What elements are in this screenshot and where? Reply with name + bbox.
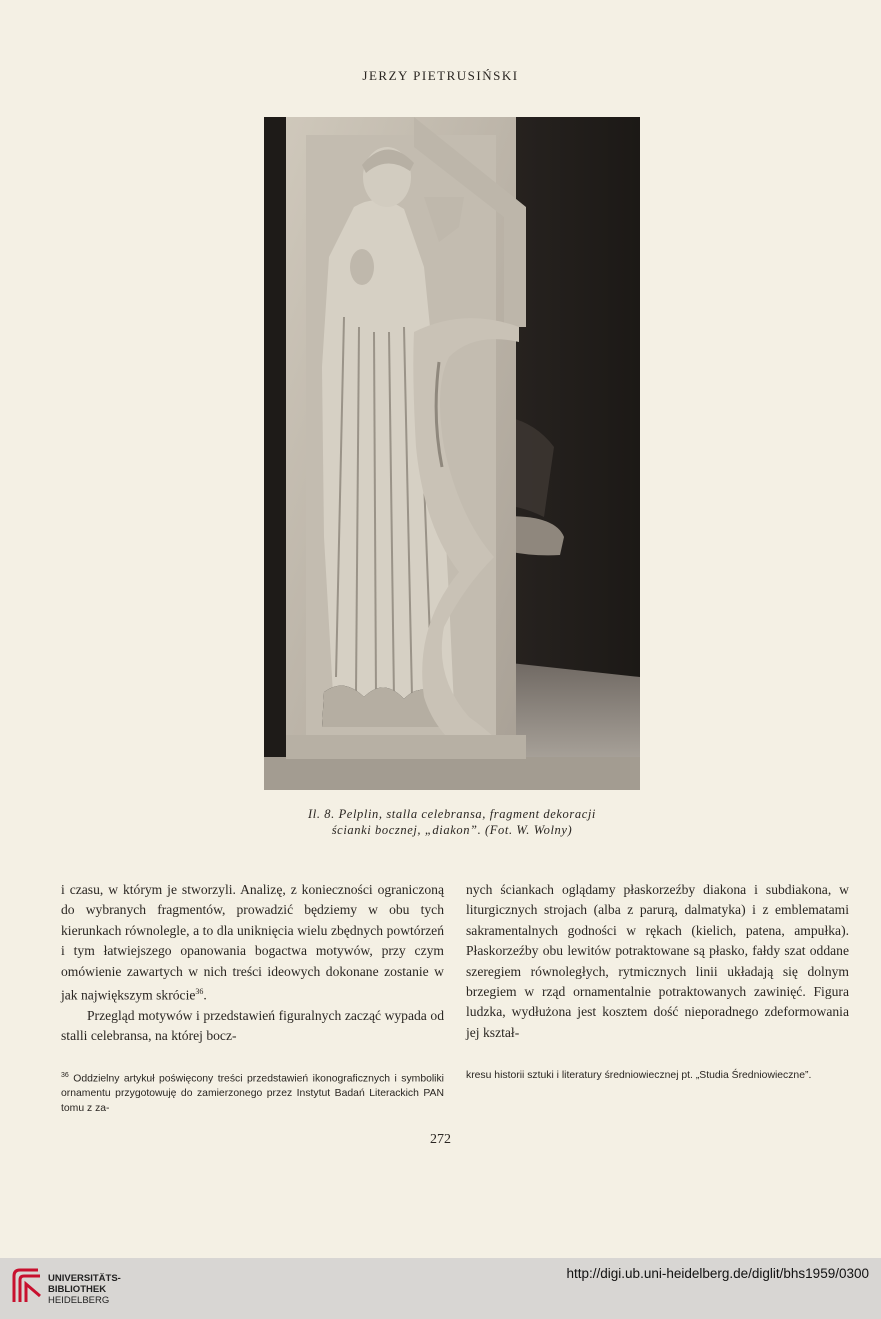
permalink-url[interactable]: http://digi.ub.uni-heidelberg.de/diglit/bhs1959/0300 (566, 1266, 869, 1281)
library-name-line-2: BIBLIOTHEK (48, 1284, 107, 1295)
library-name (48, 1273, 121, 1306)
photograph-stall-relief (264, 117, 640, 790)
body-column-right (466, 880, 849, 1043)
paragraph-text: i czasu, w którym je stworzyli. Analizę, z konieczności ograniczoną do wybranych fragmentów, prowadzić będziemy w obu tych kierunkach równolegle, a to dla uniknięcia wielu zbędnych powtórzeń i tym łatwiejszego opanowania bogactwa motywów, przy czym omówienie zawartych w nich treści ideowych dokonane zostanie w jak największym skrócie (61, 882, 444, 1003)
footnote-text: kresu historii sztuki i literatury średniowiecznej pt. „Studia Średniowieczne”. (466, 1070, 812, 1081)
caption-line-1: Il. 8. Pelplin, stalla celebransa, fragment dekoracji (307, 807, 596, 821)
figure-caption (240, 806, 664, 838)
library-name-line-1: UNIVERSITÄTS- (48, 1273, 121, 1284)
footnote-number: 36 (61, 1072, 69, 1079)
running-head: JERZY PIETRUSIŃSKI (362, 68, 519, 83)
paragraph (61, 880, 444, 1006)
footnote-right (466, 1068, 849, 1083)
paragraph: Przegląd motywów i przedstawień figuralnych zacząć wypada od stalli celebransa, na której bocz- (61, 1007, 444, 1044)
caption-line-2: ścianki bocznej, „diakon”. (Fot. W. Wolny) (331, 823, 573, 837)
library-logo-icon (10, 1266, 44, 1306)
body-column-left (61, 880, 444, 1047)
footnote-text: Oddzielny artykuł poświęcony treści przedstawień ikonograficznych i symboliki ornamentu przygotowuję do zamierzonego przez Instytut Badań Literackich PAN tomu z za- (61, 1073, 444, 1115)
library-name-line-3: HEIDELBERG (48, 1295, 110, 1306)
page-number: 272 (430, 1132, 451, 1147)
footnote-left (61, 1068, 444, 1116)
paragraph: nych ściankach oglądamy płaskorzeźby diakona i subdiakona, w liturgicznych strojach (alba z parurą, dalmatyka) i z emblematami sakramentalnych godności w rękach (kielich, patena, ampułka). Płaskorzeźby obu lewitów potraktowane są płasko, fałdy szat oddane szeregiem równoległych, rytmicznych linii układają się dolnym brzegiem w rząd ornamentalnie potraktowanych zawinięć. Figura ludzka, wydłużona jest kosztem dość nieporadnego zdeformowania jej kształ- (466, 882, 849, 1040)
paragraph-end: . (203, 987, 207, 1003)
relief-image (264, 117, 640, 790)
footnote-ref: 36 (195, 987, 204, 997)
digitization-footer (0, 1258, 881, 1319)
